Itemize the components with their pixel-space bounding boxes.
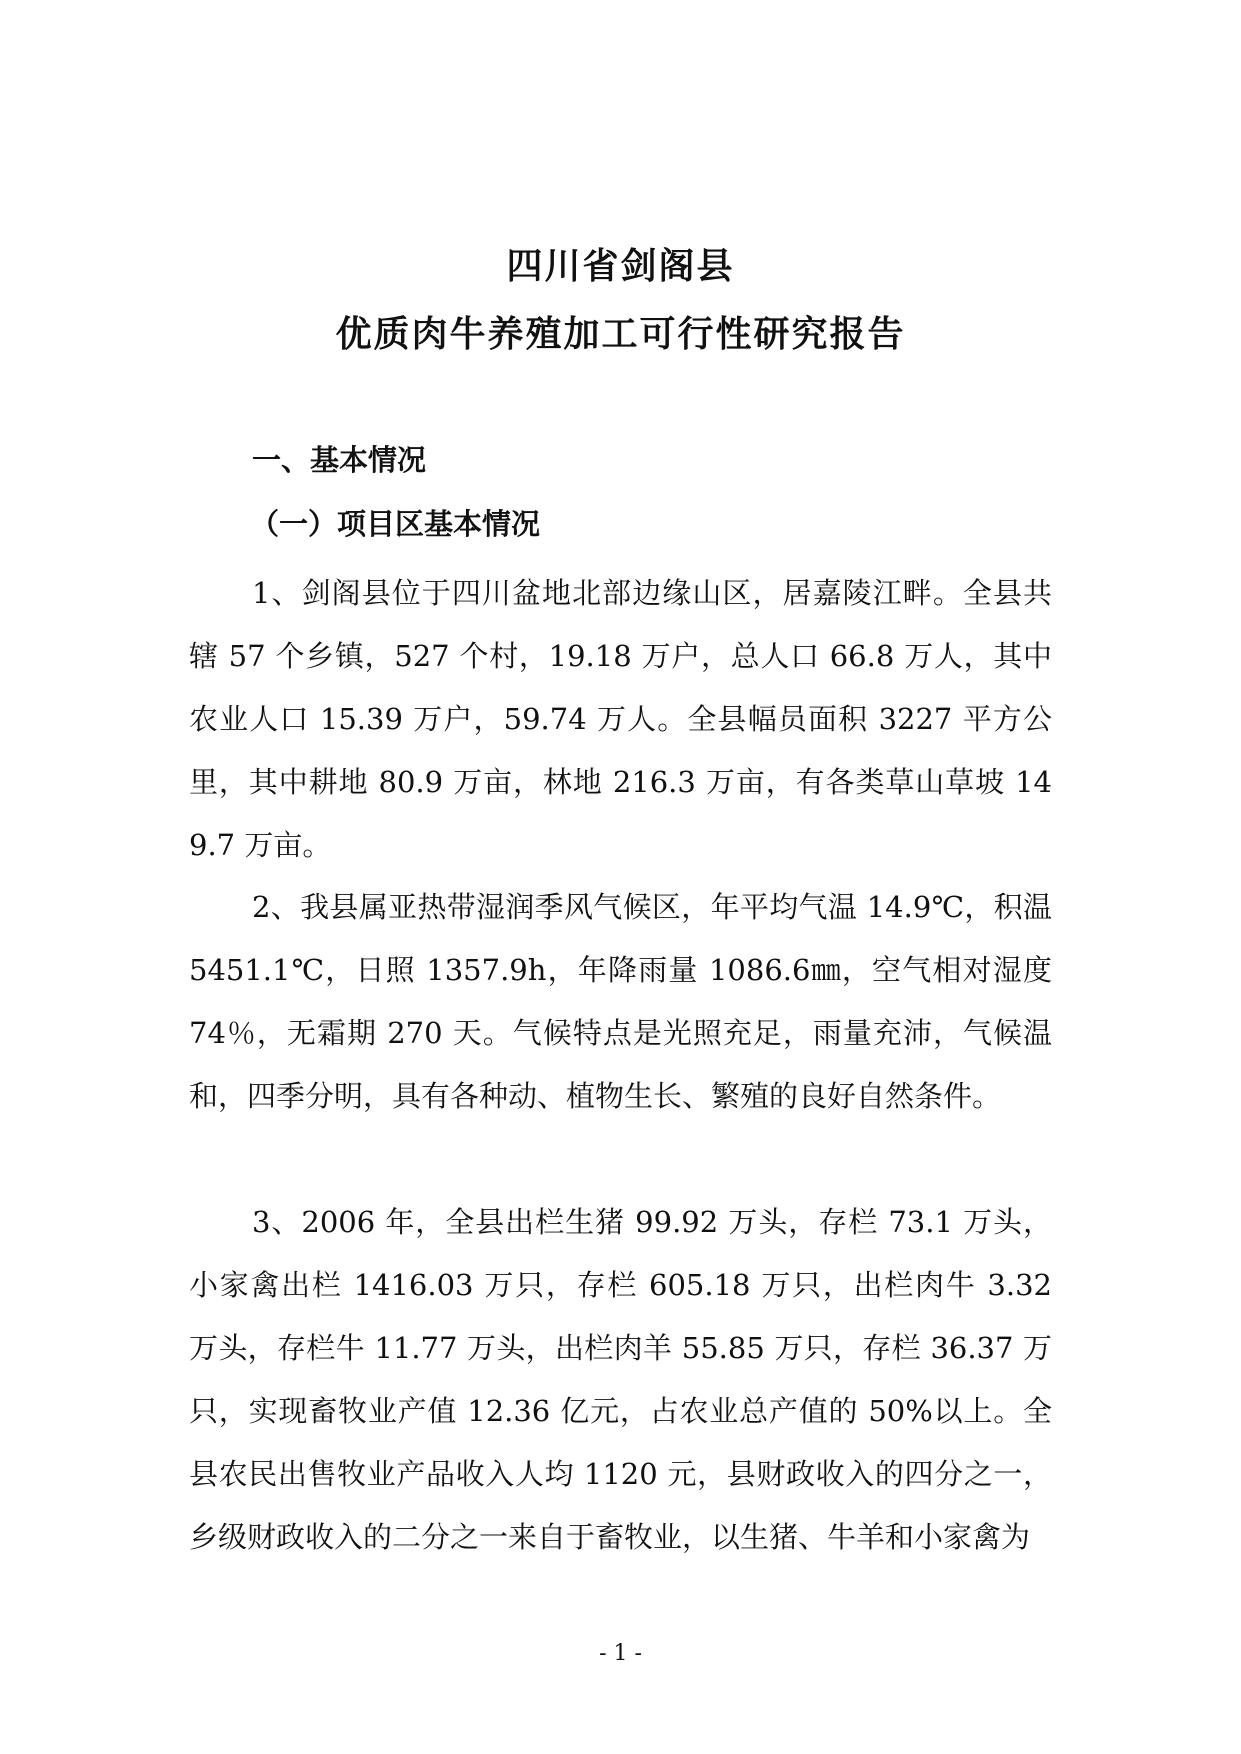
subsection-heading: （一）项目区基本情况 — [250, 507, 541, 541]
document-title-line2: 优质肉牛养殖加工可行性研究报告 — [335, 313, 906, 355]
paragraph-3: 3、2006 年，全县出栏生猪 99.92 万头，存栏 73.1 万头，小家禽出栏 1416.03 万只，存栏 605.18 万只，出栏肉牛 3.32 万头，存栏牛 11.77 万头，出栏肉羊 55.85 万只，存栏 36.37 万只，实现畜牧业产值 12.36 亿元，占农业总产值的 50%以上。全县农民出售牧业产品收入人均 1120 元，县财政收入的四分之一，乡级财政收入的二分之一来自于畜牧业，以生猪、牛羊和小家禽为 — [189, 1205, 1052, 1554]
section-heading: 一、基本情况 — [252, 443, 427, 477]
document-title-line1: 四川省剑阁县 — [506, 245, 735, 287]
paragraph-1: 1、剑阁县位于四川盆地北部边缘山区，居嘉陵江畔。全县共辖 57 个乡镇，527 个村，19.18 万户，总人口 66.8 万人，其中农业人口 15.39 万户，59.74 万人。全县幅员面积 3227 平方公里，其中耕地 80.9 万亩，林地 216.3 万亩，有各类草山草坡 149.7 万亩。 — [189, 576, 1052, 862]
paragraph-2: 2、我县属亚热带湿润季风气候区，年平均气温 14.9℃，积温 5451.1℃，日照 1357.9h，年降雨量 1086.6㎜，空气相对湿度 74％，无霜期 270 天。气候特点是光照充足，雨量充沛，气候温和，四季分明，具有各种动、植物生长、繁殖的良好自然条件。 — [189, 890, 1052, 1113]
page-number: - 1 - — [599, 1641, 642, 1666]
